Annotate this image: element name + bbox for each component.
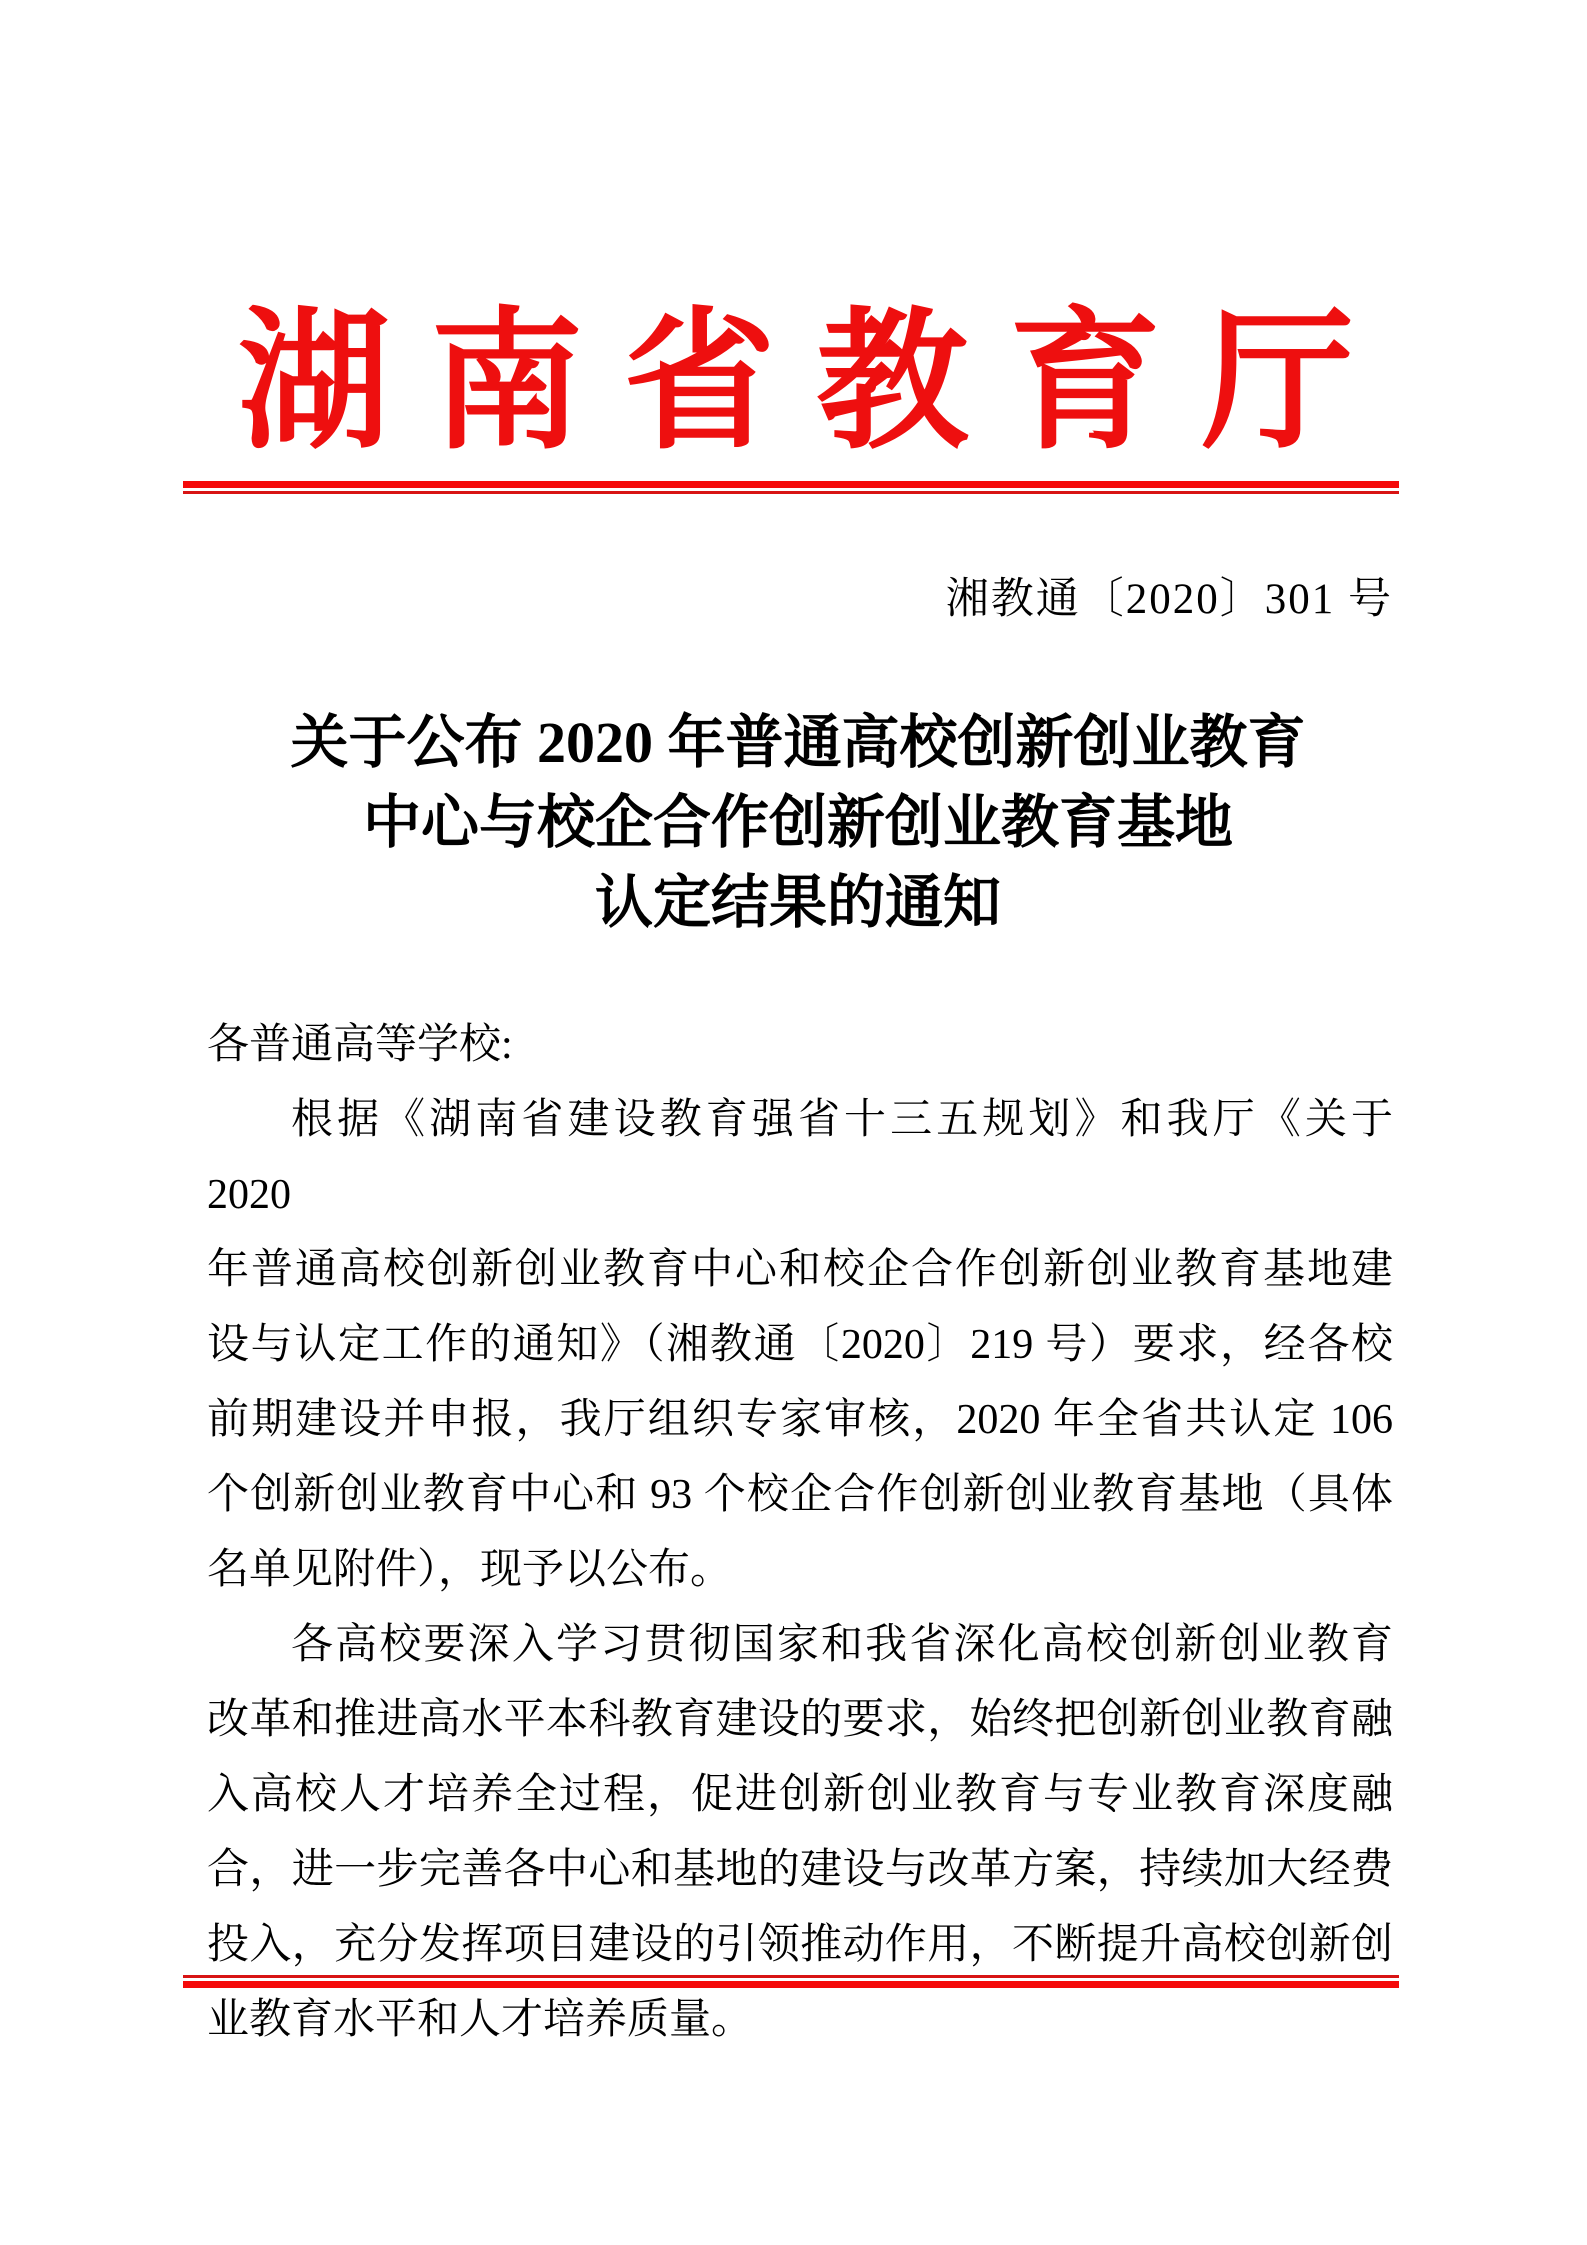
notice-title [203,703,1393,943]
salutation: 各普通高等学校: [207,1022,513,1068]
body-line: 投入，充分发挥项目建设的引领推动作用，不断提升高校创新创 [207,1922,1393,1968]
notice-title-line-2: 中心与校企合作创新创业教育基地 [362,790,1233,855]
body-line: 根据《湖南省建设教育强省十三五规划》和我厅《关于 2020 [207,1097,1393,1218]
header-rule-thin-line [183,491,1399,494]
document-body [207,1008,1393,2058]
body-line: 业教育水平和人才培养质量。 [207,1997,754,2043]
letterhead-char: 教 [816,299,969,467]
body-line: 入高校人才培养全过程，促进创新创业教育与专业教育深度融 [207,1772,1393,1818]
footer-rule-thin-line [183,1975,1399,1978]
body-line: 改革和推进高水平本科教育建设的要求，始终把创新创业教育融 [207,1697,1393,1743]
body-line: 设与认定工作的通知》（湘教通〔2020〕219 号）要求，经各校 [207,1322,1393,1368]
body-line: 合，进一步完善各中心和基地的建设与改革方案，持续加大经费 [207,1847,1393,1893]
letterhead-char: 湖 [238,299,390,467]
body-line: 年普通高校创新创业教育中心和校企合作创新创业教育基地建 [207,1247,1393,1293]
notice-title-line-1: 关于公布 2020 年普通高校创新创业教育 [290,710,1306,775]
letterhead-char: 厅 [1201,299,1354,467]
letterhead-char: 南 [430,299,583,467]
doc-number: 湘教通〔2020〕301 号 [945,576,1393,623]
letterhead-char: 育 [1009,299,1162,467]
paragraph-1 [207,1083,1393,1608]
body-line: 各高校要深入学习贯彻国家和我省深化高校创新创业教育 [291,1622,1393,1668]
notice-title-line-3: 认定结果的通知 [594,870,1001,935]
letterhead-org-name [238,299,1354,467]
body-line: 名单见附件），现予以公布。 [207,1547,733,1593]
paragraph-2 [207,1608,1393,2058]
letterhead-char: 省 [623,299,776,467]
header-double-rule [183,481,1399,494]
header-rule-thick-line [183,481,1399,488]
footer-double-rule [183,1975,1399,1988]
footer-rule-thick-line [183,1981,1399,1988]
body-line: 前期建设并申报，我厅组织专家审核，2020 年全省共认定 106 [207,1397,1393,1443]
body-line: 个创新创业教育中心和 93 个校企合作创新创业教育基地（具体 [207,1472,1393,1518]
